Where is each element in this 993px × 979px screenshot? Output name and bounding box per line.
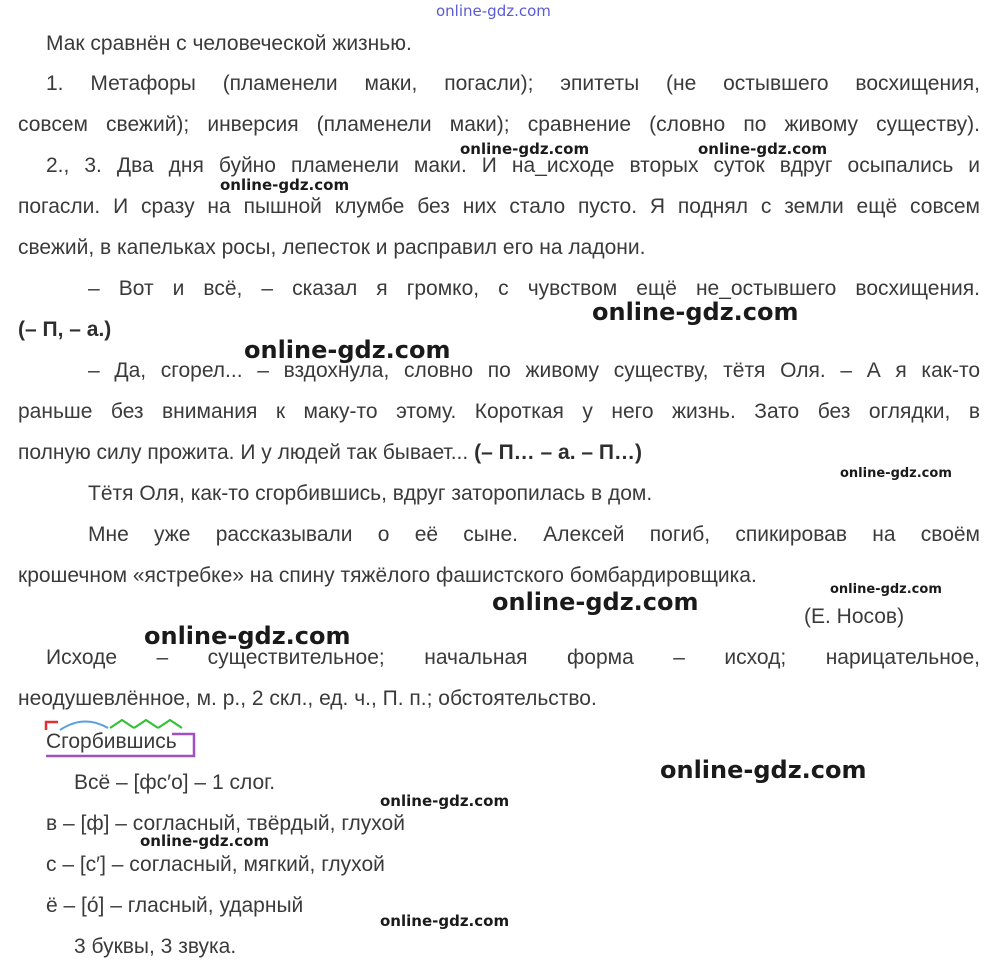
watermark: online-gdz.com xyxy=(698,140,828,158)
phonetic-line: 3 буквы, 3 звука. xyxy=(74,935,237,958)
watermark: online-gdz.com xyxy=(830,582,942,597)
text-fragment: полную силу прожита. И у людей так бывает... xyxy=(18,441,469,464)
watermark: online-gdz.com xyxy=(436,2,551,20)
punctuation-scheme: (– П, – а.) xyxy=(18,318,112,341)
suffix-mark xyxy=(158,720,182,728)
text-line: Мак сравнён с человеческой жизнью. xyxy=(46,32,412,55)
author: (Е. Носов) xyxy=(804,605,905,628)
phonetic-line: ё – [о́] – гласный, ударный xyxy=(46,894,304,917)
text-line xyxy=(18,441,642,465)
watermark: online-gdz.com xyxy=(140,832,270,850)
text-line: Мне уже рассказывали о её сыне. Алексей погиб, спикировав на своём xyxy=(88,523,980,546)
watermark: online-gdz.com xyxy=(492,588,699,616)
watermark: online-gdz.com xyxy=(244,336,451,364)
text-line: неодушевлённое, м. р., 2 скл., ед. ч., П. п.; обстоятельство. xyxy=(18,687,597,710)
watermark: online-gdz.com xyxy=(144,622,351,650)
watermark: online-gdz.com xyxy=(380,792,510,810)
text-line: свежий, в капельках росы, лепесток и расправил его на ладони. xyxy=(18,236,646,259)
text-line: Тётя Оля, как-то сгорбившись, вдруг заторопилась в дом. xyxy=(88,482,653,505)
text-line: погасли. И сразу на пышной клумбе без них стало пусто. Я поднял с земли ещё совсем xyxy=(18,195,980,218)
parsed-word: Сгорбившись xyxy=(46,730,177,753)
text-line: – Вот и всё, – сказал я громко, с чувством ещё не_остывшего восхищения. xyxy=(88,277,980,300)
text-line: 2., 3. Два дня буйно пламенели маки. И на_исходе вторых суток вдруг осыпались и xyxy=(46,154,980,177)
text-line: раньше без внимания к маку-то этому. Короткая у него жизнь. Зато без оглядки, в xyxy=(18,400,980,423)
root-arc xyxy=(60,721,108,730)
phonetic-line: Всё – [фс′о] – 1 слог. xyxy=(74,771,276,794)
watermark: online-gdz.com xyxy=(220,176,350,194)
suffix-mark xyxy=(134,720,158,728)
watermark: online-gdz.com xyxy=(380,912,510,930)
phonetic-line: в – [ф] – согласный, твёрдый, глухой xyxy=(46,812,405,835)
text-line: Исходе – существительное; начальная форма – исход; нарицательное, xyxy=(46,646,980,669)
prefix-mark xyxy=(46,722,58,730)
watermark: online-gdz.com xyxy=(460,140,590,158)
watermark: online-gdz.com xyxy=(592,298,799,326)
text-line: крошечном «ястребке» на спину тяжёлого фашистского бомбардировщика. xyxy=(18,564,757,587)
watermark: online-gdz.com xyxy=(840,466,952,481)
suffix-mark xyxy=(110,720,134,728)
watermark: online-gdz.com xyxy=(660,756,867,784)
punctuation-scheme: (– П… – а. – П…) xyxy=(474,441,642,464)
text-line xyxy=(18,318,111,342)
text-line: – Да, сгорел... – вздохнула, словно по живому существу, тётя Оля. – А я как-то xyxy=(88,359,980,382)
phonetic-line: с – [с′] – согласный, мягкий, глухой xyxy=(46,853,385,876)
text-line: совсем свежий); инверсия (пламенели маки); сравнение (словно по живому существу). xyxy=(18,113,980,136)
text-line: 1. Метафоры (пламенели маки, погасли); эпитеты (не остывшего восхищения, xyxy=(46,72,980,95)
